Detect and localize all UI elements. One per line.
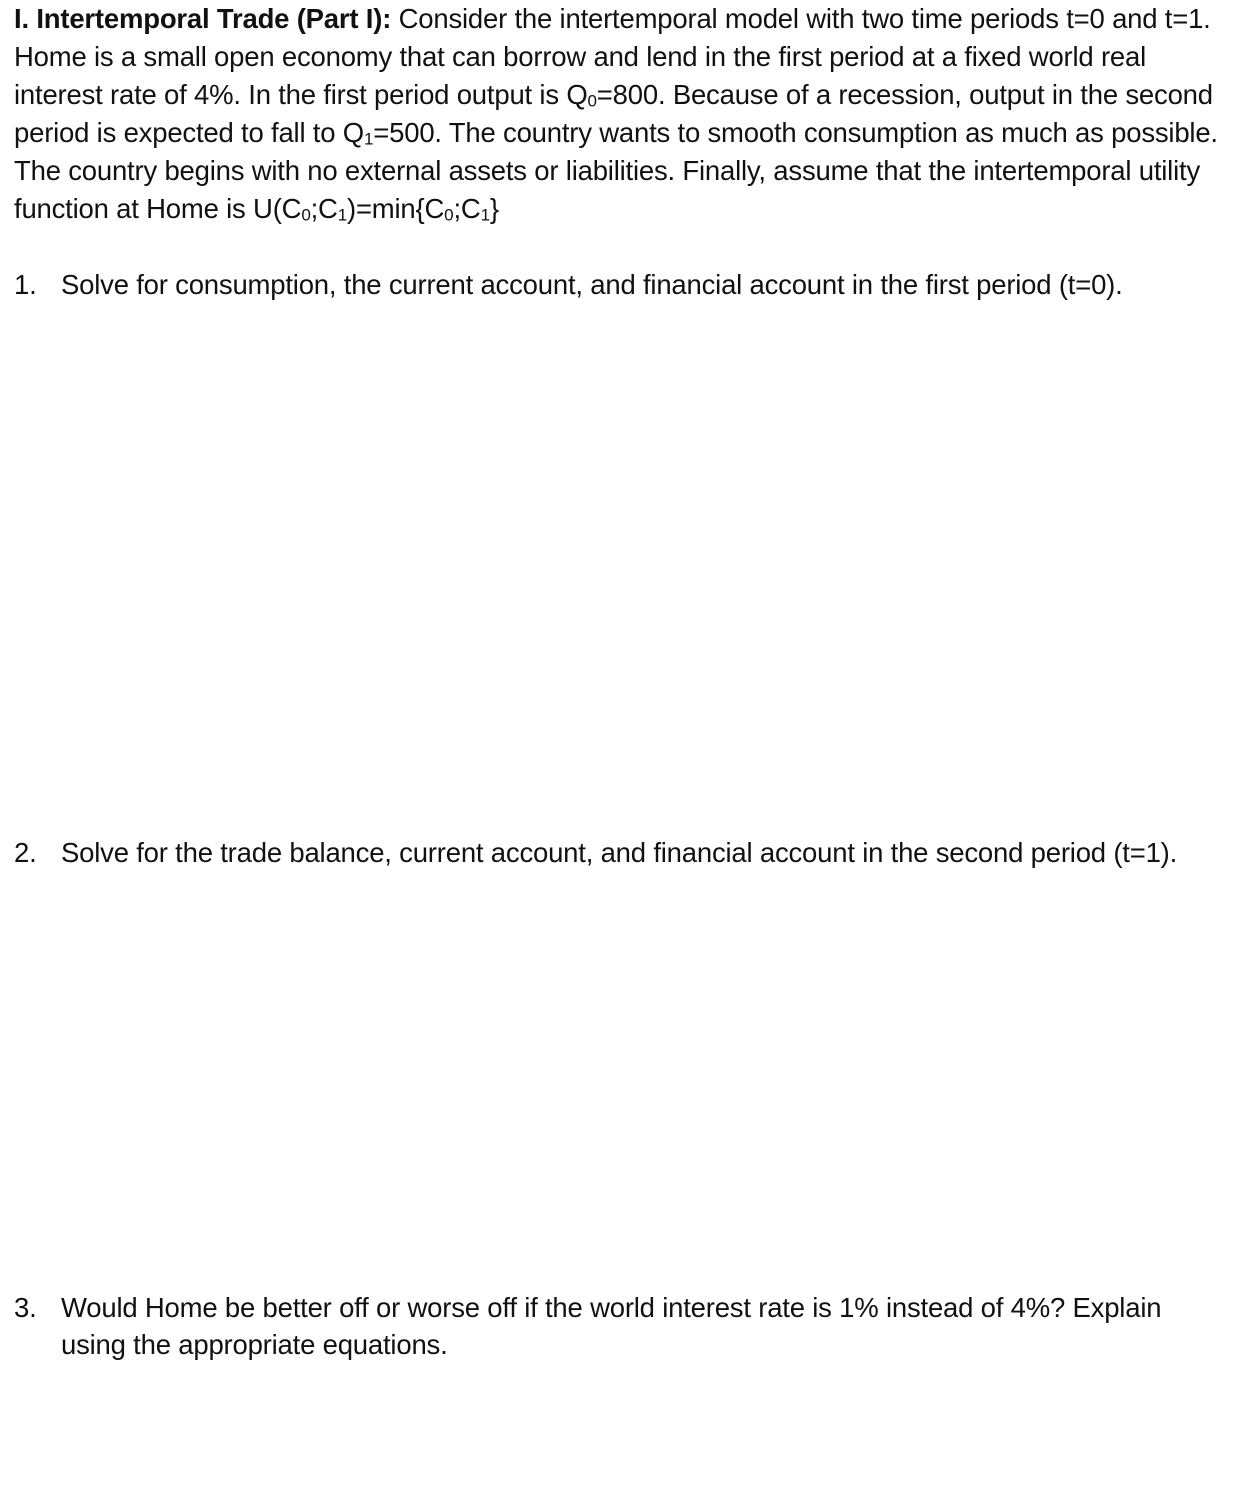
question-number: 1. [14,269,37,300]
subscript-q0: 0 [587,91,597,111]
intro-text-c: =500. The country wants to smooth consumption as much as possible. The country begins with no external assets or liabilities. Finally, assume that the intertemporal utility function at Home is U(C [14,117,1218,224]
intro-text-f: ;C [453,193,481,224]
question-text: Would Home be better off or worse off if the world interest rate is 1% instead of 4%? Explain using the appropriate equations. [61,1292,1162,1360]
question-2 [14,834,1230,871]
subscript-c0: 0 [301,205,311,225]
question-text: Solve for consumption, the current account, and financial account in the first period (t=0). [61,269,1123,300]
subscript-c1: 1 [337,205,347,225]
intro-text-e: )=min{C [346,193,445,224]
intro-text-a: Consider the intertemporal model with two time periods t=0 and t=1. Home is a small open economy that can borrow and lend in the first period at a fixed world real interest rate of 4%. In the first period output is Q [14,3,1211,110]
intro-text-b: =800. Because of a recession, output in the second period is expected to fall to Q [14,79,1213,148]
question-text: Solve for the trade balance, current account, and financial account in the second period (t=1). [61,837,1178,868]
intro-text-d: ;C [310,193,338,224]
subscript-c0: 0 [444,205,454,225]
question-number: 2. [14,837,37,868]
question-1 [14,266,1230,303]
intro-text-g: } [489,193,499,224]
subscript-q1: 1 [363,129,374,149]
problem-intro [14,0,1230,228]
subscript-c1: 1 [480,205,490,225]
question-3 [14,1289,1230,1363]
question-number: 3. [14,1292,37,1323]
problem-heading: I. Intertemporal Trade (Part I): [14,3,392,34]
